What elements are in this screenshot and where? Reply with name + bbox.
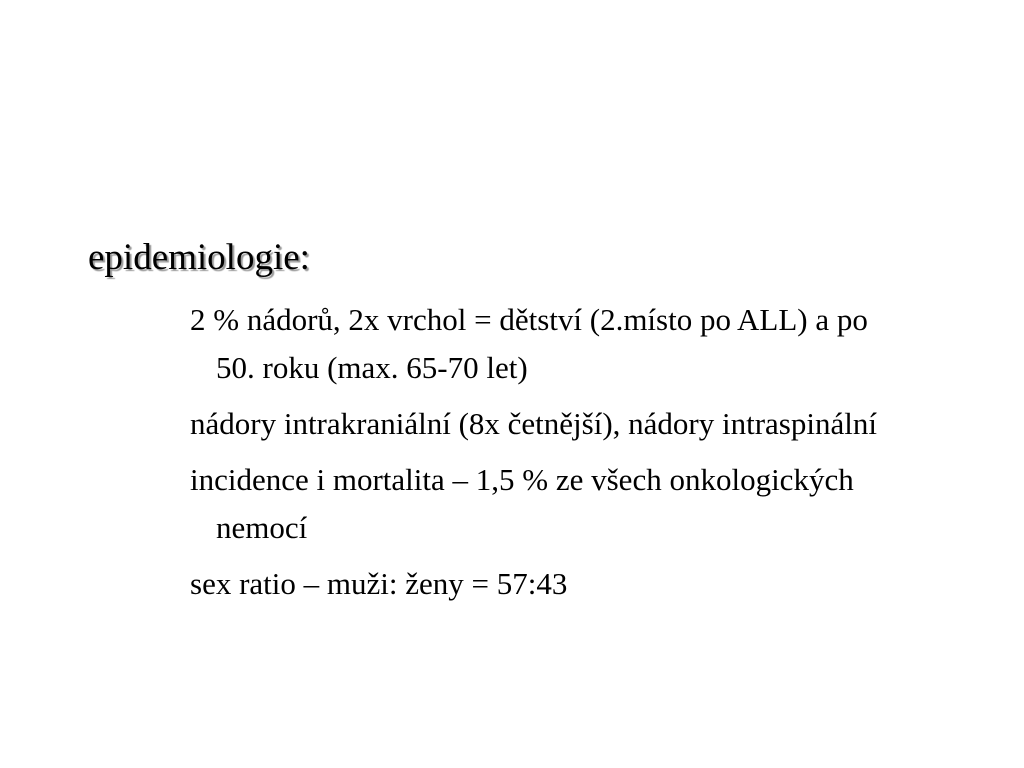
bullet-item: sex ratio – muži: ženy = 57:43 — [190, 566, 568, 601]
bullet-item: incidence i mortalita – 1,5 % ze všech onkologických nemocí — [190, 462, 854, 545]
bullet-item: nádory intrakraniální (8x četnější), nádory intraspinální — [190, 406, 877, 441]
bullet-list — [190, 296, 910, 616]
bullet-item: 2 % nádorů, 2x vrchol = dětství (2.místo po ALL) a po 50. roku (max. 65-70 let) — [190, 302, 868, 385]
slide-heading: epidemiologie: — [88, 237, 310, 278]
